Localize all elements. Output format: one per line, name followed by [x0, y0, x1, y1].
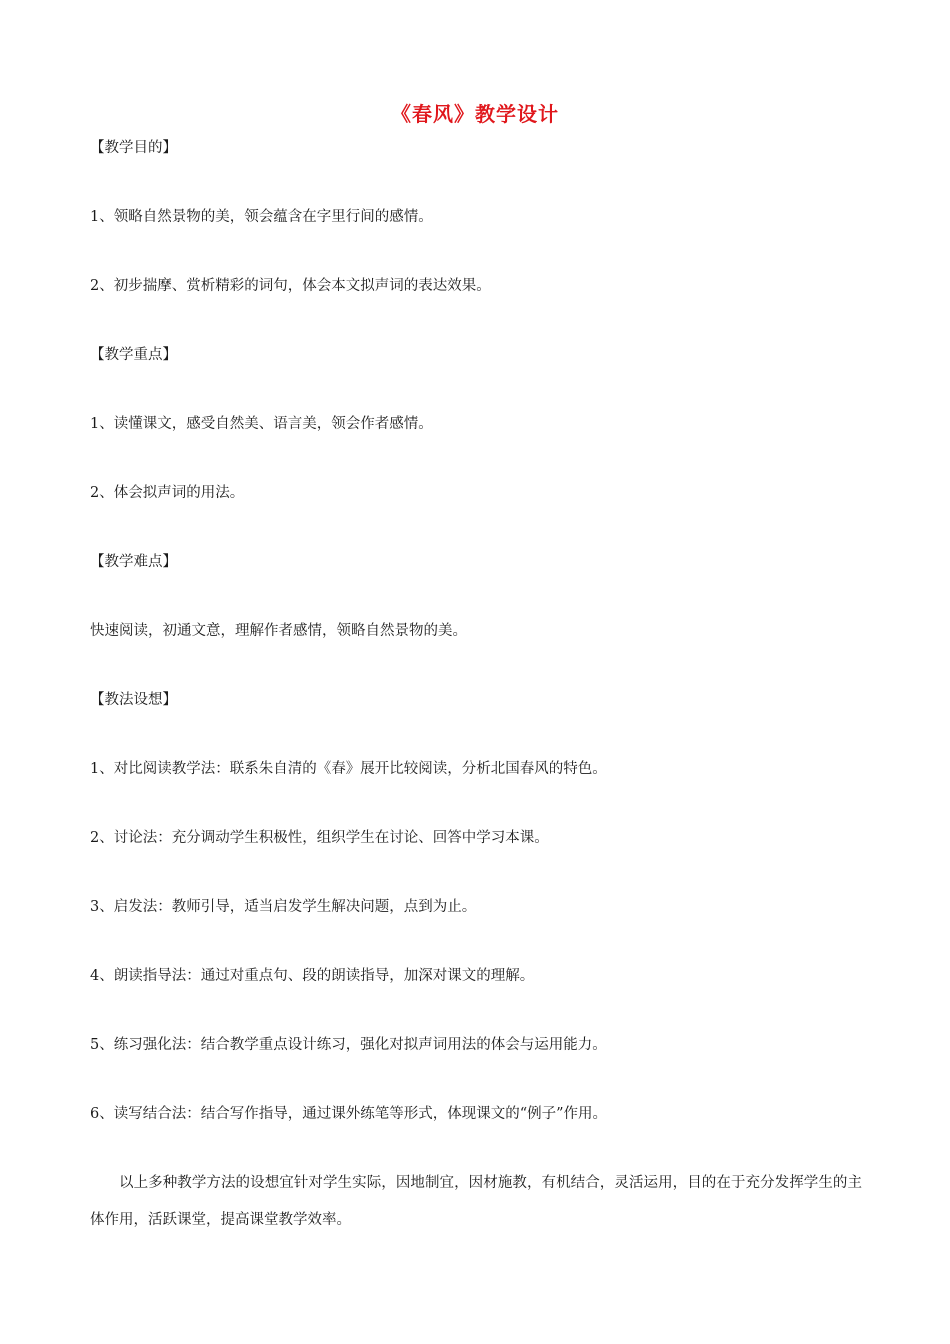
methods-item-3: 3、启发法：教师引导，适当启发学生解决问题，点到为止。: [90, 899, 477, 915]
key-points-item-2: 2、体会拟声词的用法。: [90, 485, 245, 501]
methods-item-1: 1、对比阅读教学法：联系朱自清的《春》展开比较阅读，分析北国春风的特色。: [90, 761, 607, 777]
methods-item-5: 5、练习强化法：结合教学重点设计练习，强化对拟声词用法的体会与运用能力。: [90, 1037, 607, 1053]
methods-item-4: 4、朗读指导法：通过对重点句、段的朗读指导，加深对课文的理解。: [90, 968, 535, 984]
difficulties-item-1: 快速阅读，初通文意，理解作者感情，领略自然景物的美。: [90, 623, 467, 639]
goals-item-1: 1、领略自然景物的美，领会蕴含在字里行间的感情。: [90, 209, 433, 225]
methods-item-2: 2、讨论法：充分调动学生积极性，组织学生在讨论、回答中学习本课。: [90, 830, 549, 846]
section-heading-key-points: 【教学重点】: [90, 347, 177, 363]
document-title: 《春风》教学设计: [391, 102, 559, 126]
methods-summary-paragraph: 以上多种教学方法的设想宜针对学生实际，因地制宜，因材施教，有机结合，灵活运用，目的在于充分发挥学生的主体作用，活跃课堂，提高课堂教学效率。: [90, 1175, 862, 1228]
goals-item-2: 2、初步揣摩、赏析精彩的词句，体会本文拟声词的表达效果。: [90, 278, 491, 294]
methods-item-6: 6、读写结合法：结合写作指导，通过课外练笔等形式，体现课文的“例子”作用。: [90, 1106, 608, 1122]
key-points-item-1: 1、读懂课文，感受自然美、语言美，领会作者感情。: [90, 416, 433, 432]
section-heading-goals: 【教学目的】: [90, 140, 177, 156]
section-heading-difficulties: 【教学难点】: [90, 554, 177, 570]
section-heading-methods: 【教法设想】: [90, 692, 177, 708]
